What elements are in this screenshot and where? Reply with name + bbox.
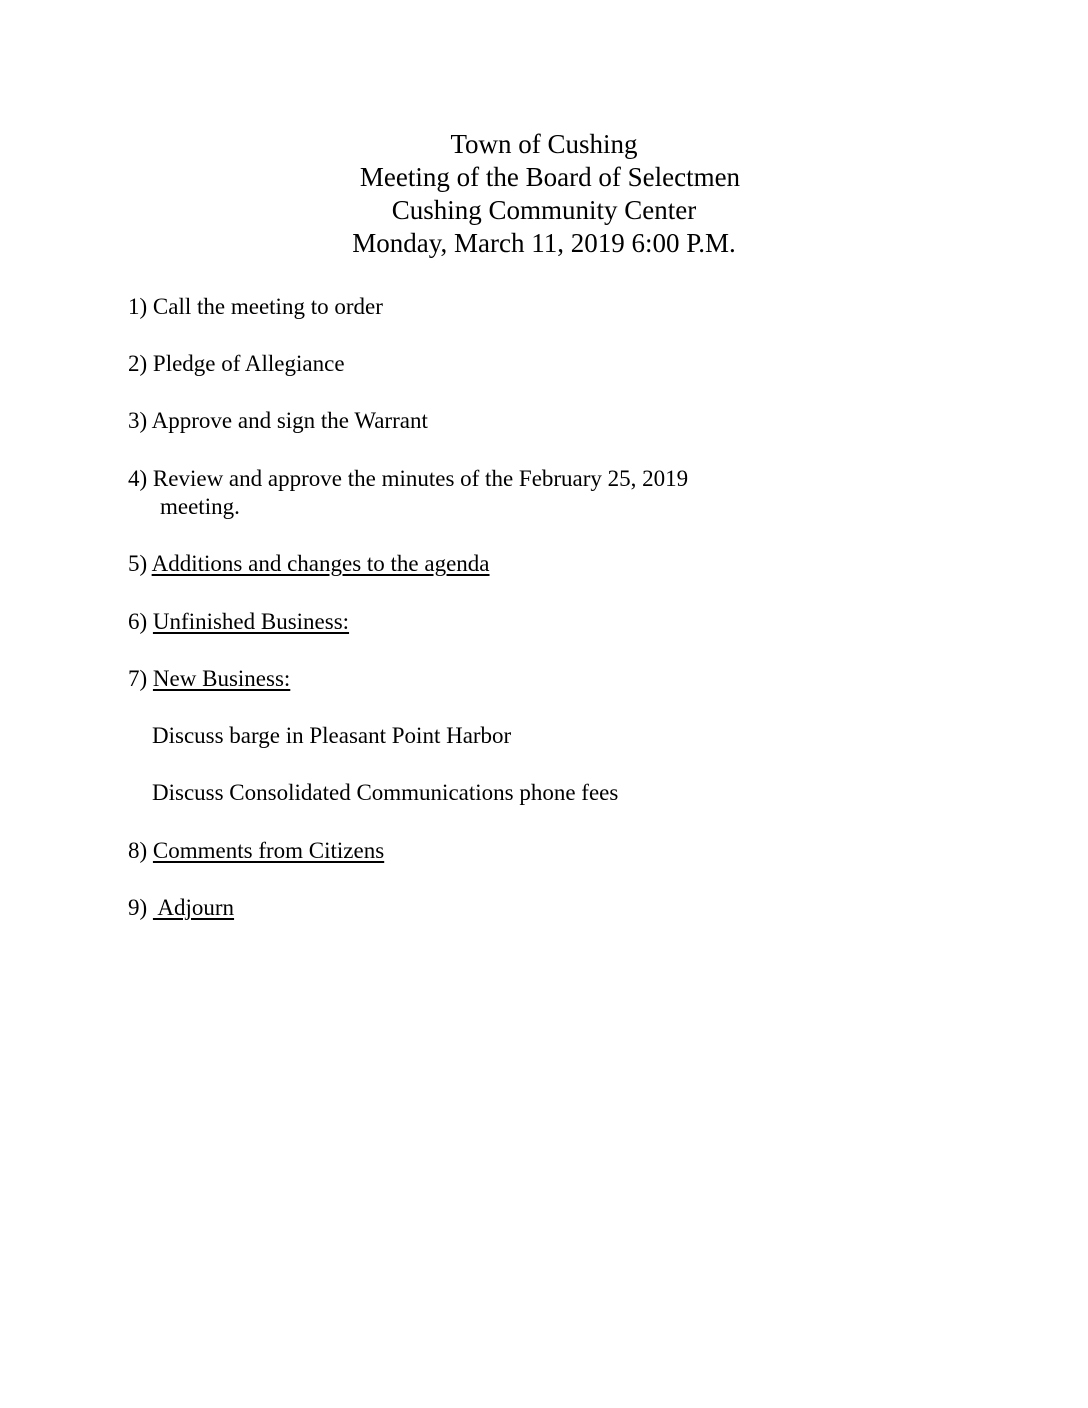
- item-number: 7): [128, 666, 153, 691]
- item-heading: Comments from Citizens: [152, 838, 385, 863]
- header-location: Cushing Community Center: [391, 195, 697, 225]
- item-heading: Additions and changes to the agenda: [151, 551, 490, 576]
- item-number: 6): [128, 609, 153, 634]
- item-text-continued: meeting.: [160, 494, 240, 519]
- header-datetime: Monday, March 11, 2019 6:00 P.M.: [352, 228, 736, 258]
- agenda-item-3: [128, 407, 428, 435]
- new-business-subitem-2: Discuss Consolidated Communications phone fees: [152, 780, 619, 805]
- agenda-item-9: [128, 894, 234, 922]
- item-number: 8): [128, 838, 153, 863]
- agenda-item-6: [128, 608, 349, 636]
- item-heading: Unfinished Business:: [152, 609, 350, 634]
- agenda-item-7: [128, 665, 290, 693]
- agenda-item-1: [128, 293, 383, 321]
- item-text: Pledge of Allegiance: [152, 351, 345, 376]
- item-number: 4): [128, 466, 153, 491]
- item-number: 9): [128, 895, 153, 920]
- item-heading: Adjourn: [152, 895, 235, 920]
- item-heading: New Business:: [152, 666, 291, 691]
- agenda-item-5: [128, 550, 490, 578]
- new-business-subitem-1: Discuss barge in Pleasant Point Harbor: [152, 723, 512, 748]
- agenda-item-4: [128, 465, 688, 521]
- agenda-item-8: [128, 837, 384, 865]
- agenda-item-2: [128, 350, 345, 378]
- item-number: 3): [128, 408, 152, 433]
- item-number: 2): [128, 351, 153, 376]
- document-header: [0, 128, 1088, 260]
- item-text: Review and approve the minutes of the February 25, 2019: [152, 466, 689, 491]
- item-text: Call the meeting to order: [152, 294, 383, 319]
- item-number: 5): [128, 551, 152, 576]
- item-number: 1): [128, 294, 153, 319]
- header-meeting: Meeting of the Board of Selectmen: [359, 162, 741, 192]
- header-town: Town of Cushing: [450, 129, 638, 159]
- item-text: Approve and sign the Warrant: [151, 408, 428, 433]
